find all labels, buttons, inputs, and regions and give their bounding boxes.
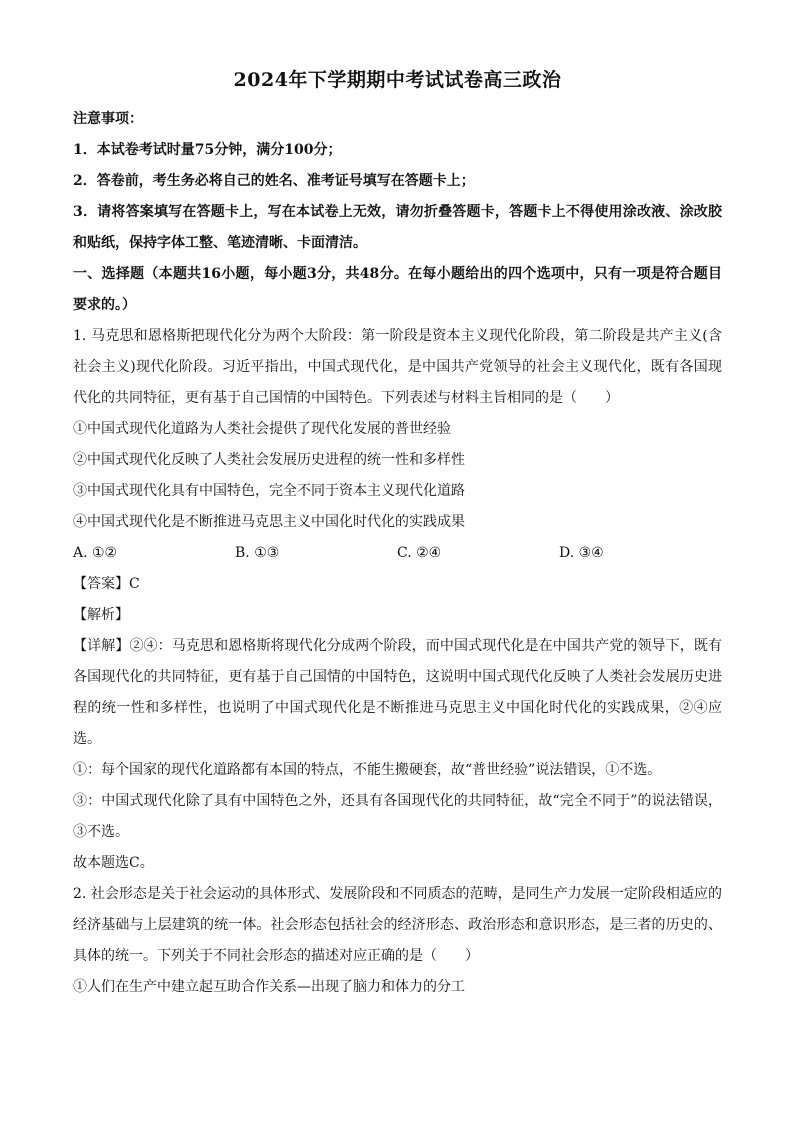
section-heading: 一、选择题（本题共16小题，每小题3分，共48分。在每小题给出的四个选项中，只有一项是符合题目要求的。） — [73, 266, 722, 313]
statement-item: ①人们在生产中建立起互助合作关系—出现了脑力和体力的分工 — [73, 979, 465, 995]
answer-line: 【答案】C — [73, 576, 140, 592]
notice-item: 3．请将答案填写在答题卡上，写在本试卷上无效，请勿折叠答题卡，答题卡上不得使用涂改液、涂改胶和贴纸，保持字体工整、笔迹清晰、卡面清洁。 — [73, 204, 722, 251]
statement-item: ③中国式现代化具有中国特色，完全不同于资本主义现代化道路 — [73, 483, 465, 499]
question-stem: 2. 社会形态是关于社会运动的具体形式、发展阶段和不同质态的范畴，是同生产力发展一定阶段相适应的经济基础与上层建筑的统一体。社会形态包括社会的经济形态、政治形态和意识形态，是三者的历史的、具体的统一。下列关于不同社会形态的描述对应正确的是（ ） — [73, 886, 722, 964]
notice-heading: 注意事项： — [73, 111, 143, 127]
explain-paragraph: ③：中国式现代化除了具有中国特色之外，还具有各国现代化的共同特征，故“完全不同于”的说法错误，③不选。 — [73, 793, 722, 840]
detail-paragraph: 【详解】②④：马克思和恩格斯将现代化分成两个阶段，而中国式现代化是在中国共产党的领导下，既有各国现代化的共同特征，更有基于自己国情的中国特色，这说明中国式现代化反映了人类社会发展历史进程的统一性和多样性，也说明了中国式现代化是不断推进马克思主义中国化时代化的实践成果，②④应选。 — [73, 638, 722, 747]
statement-item: ②中国式现代化反映了人类社会发展历史进程的统一性和多样性 — [73, 452, 465, 468]
option-a: A. ①② — [73, 545, 118, 561]
option-b: B. ①③ — [235, 545, 280, 561]
option-d: D. ③④ — [559, 545, 604, 561]
question-1 — [73, 321, 722, 879]
notice-item: 1．本试卷考试时量75分钟，满分100分； — [73, 142, 342, 158]
notice-item: 2．答卷前，考生务必将自己的姓名、准考证号填写在答题卡上； — [73, 173, 475, 189]
option-c: C. ②④ — [397, 545, 442, 561]
notice-block — [73, 104, 722, 259]
question-stem: 1. 马克思和恩格斯把现代化分为两个大阶段：第一阶段是资本主义现代化阶段，第二阶段是共产主义(含社会主义)现代化阶段。习近平指出，中国式现代化，是中国共产党领导的社会主义现代化，既有各国现代化的共同特征，更有基于自己国情的中国特色。下列表述与材料主旨相同的是（ ） — [73, 328, 722, 406]
question-2 — [73, 879, 722, 1003]
page-title: 2024年下学期期中考试试卷高三政治 — [233, 69, 562, 91]
statement-item: ④中国式现代化是不断推进马克思主义中国化时代化的实践成果 — [73, 514, 465, 530]
answer-options — [73, 538, 722, 569]
explain-paragraph: ①：每个国家的现代化道路都有本国的特点，不能生搬硬套，故“普世经验”说法错误，①不选。 — [73, 762, 662, 778]
analysis-label: 【解析】 — [73, 607, 129, 623]
conclusion-line: 故本题选C。 — [73, 855, 154, 871]
statement-item: ①中国式现代化道路为人类社会提供了现代化发展的普世经验 — [73, 421, 451, 437]
